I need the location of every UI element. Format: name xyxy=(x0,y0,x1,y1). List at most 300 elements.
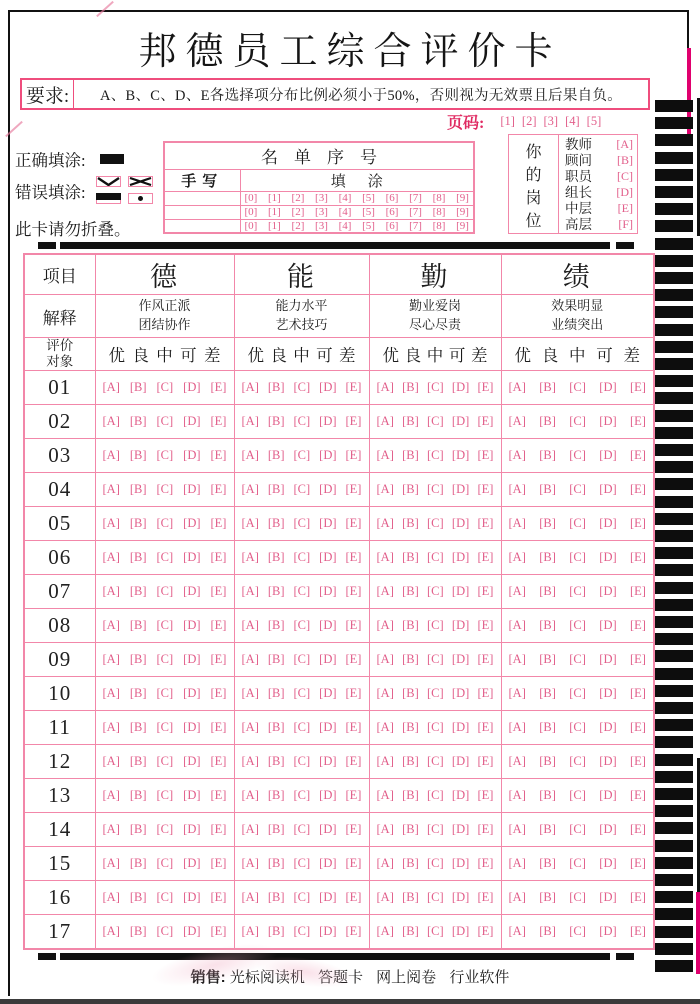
option-bubble[interactable]: [E] xyxy=(630,414,646,429)
option-bubble[interactable]: [B] xyxy=(129,924,147,939)
option-bubble[interactable]: [E] xyxy=(477,482,494,497)
option-bubble[interactable]: [C] xyxy=(293,754,311,769)
roster-digit-bubble[interactable]: [8] xyxy=(432,219,446,232)
option-bubble[interactable]: [C] xyxy=(293,822,311,837)
option-bubble[interactable]: [B] xyxy=(402,720,419,735)
option-bubble[interactable]: [E] xyxy=(345,414,362,429)
option-bubble[interactable]: [A] xyxy=(241,414,259,429)
page-number-bubble[interactable]: [4] xyxy=(565,113,580,128)
position-code-bubble[interactable]: [B] xyxy=(617,152,633,167)
option-bubble[interactable]: [D] xyxy=(183,686,201,701)
roster-digit-bubble[interactable]: [4] xyxy=(338,219,352,232)
option-bubble[interactable]: [A] xyxy=(376,686,394,701)
option-bubble[interactable]: [D] xyxy=(599,856,617,871)
option-bubble[interactable]: [C] xyxy=(156,754,174,769)
option-bubble[interactable]: [A] xyxy=(508,720,526,735)
option-bubble[interactable]: [A] xyxy=(102,686,120,701)
option-bubble[interactable]: [C] xyxy=(293,720,311,735)
option-bubble[interactable]: [A] xyxy=(376,380,394,395)
roster-digit-bubble[interactable]: [1] xyxy=(268,192,281,204)
option-bubble[interactable]: [B] xyxy=(129,482,147,497)
option-bubble[interactable]: [E] xyxy=(630,448,646,463)
option-bubble[interactable]: [A] xyxy=(241,822,259,837)
option-bubble[interactable]: [A] xyxy=(508,754,526,769)
option-bubble[interactable]: [B] xyxy=(267,550,285,565)
option-bubble[interactable]: [B] xyxy=(267,788,285,803)
roster-digit-bubble[interactable]: [0] xyxy=(244,219,258,232)
option-bubble[interactable]: [E] xyxy=(630,890,646,905)
option-bubble[interactable]: [A] xyxy=(241,584,259,599)
option-bubble[interactable]: [C] xyxy=(569,720,586,735)
option-bubble[interactable]: [C] xyxy=(569,822,586,837)
option-bubble[interactable]: [C] xyxy=(156,720,174,735)
option-bubble[interactable]: [D] xyxy=(319,890,337,905)
option-bubble[interactable]: [C] xyxy=(569,482,586,497)
option-bubble[interactable]: [B] xyxy=(267,924,285,939)
option-bubble[interactable]: [B] xyxy=(539,618,556,633)
option-bubble[interactable]: [D] xyxy=(599,584,617,599)
option-bubble[interactable]: [C] xyxy=(569,924,586,939)
option-bubble[interactable]: [B] xyxy=(402,380,419,395)
option-bubble[interactable]: [D] xyxy=(451,856,470,871)
option-bubble[interactable]: [C] xyxy=(293,686,311,701)
option-bubble[interactable]: [E] xyxy=(630,822,646,837)
option-bubble[interactable]: [D] xyxy=(183,788,201,803)
roster-digit-bubble[interactable]: [4] xyxy=(338,192,352,204)
option-bubble[interactable]: [C] xyxy=(427,414,444,429)
option-bubble[interactable]: [A] xyxy=(102,550,120,565)
option-bubble[interactable]: [E] xyxy=(210,686,227,701)
option-bubble[interactable]: [B] xyxy=(129,380,147,395)
option-bubble[interactable]: [B] xyxy=(539,924,556,939)
option-bubble[interactable]: [E] xyxy=(210,516,227,531)
option-bubble[interactable]: [D] xyxy=(319,924,337,939)
roster-digit-bubble[interactable]: [6] xyxy=(385,206,399,218)
option-bubble[interactable]: [C] xyxy=(427,584,444,599)
option-bubble[interactable]: [C] xyxy=(156,788,174,803)
option-bubble[interactable]: [E] xyxy=(345,550,362,565)
option-bubble[interactable]: [E] xyxy=(477,652,494,667)
position-code-bubble[interactable]: [A] xyxy=(616,136,633,151)
option-bubble[interactable]: [D] xyxy=(319,686,337,701)
option-bubble[interactable]: [D] xyxy=(183,516,201,531)
option-bubble[interactable]: [C] xyxy=(293,924,311,939)
option-bubble[interactable]: [B] xyxy=(539,822,556,837)
option-bubble[interactable]: [E] xyxy=(477,584,494,599)
option-bubble[interactable]: [D] xyxy=(451,788,470,803)
option-bubble[interactable]: [C] xyxy=(293,448,311,463)
option-bubble[interactable]: [C] xyxy=(293,550,311,565)
option-bubble[interactable]: [B] xyxy=(267,584,285,599)
option-bubble[interactable]: [A] xyxy=(376,856,394,871)
option-bubble[interactable]: [A] xyxy=(508,448,526,463)
roster-digit-bubble[interactable]: [9] xyxy=(456,206,469,218)
option-bubble[interactable]: [D] xyxy=(319,618,337,633)
option-bubble[interactable]: [C] xyxy=(427,822,444,837)
option-bubble[interactable]: [B] xyxy=(129,856,147,871)
option-bubble[interactable]: [C] xyxy=(156,924,174,939)
option-bubble[interactable]: [D] xyxy=(183,924,201,939)
option-bubble[interactable]: [B] xyxy=(539,584,556,599)
option-bubble[interactable]: [B] xyxy=(402,414,419,429)
option-bubble[interactable]: [A] xyxy=(376,618,394,633)
option-bubble[interactable]: [D] xyxy=(451,516,470,531)
option-bubble[interactable]: [E] xyxy=(210,822,227,837)
option-bubble[interactable]: [D] xyxy=(183,482,201,497)
option-bubble[interactable]: [E] xyxy=(210,754,227,769)
option-bubble[interactable]: [B] xyxy=(539,516,556,531)
option-bubble[interactable]: [A] xyxy=(241,516,259,531)
roster-digit-bubble[interactable]: [8] xyxy=(432,192,446,204)
option-bubble[interactable]: [E] xyxy=(477,890,494,905)
option-bubble[interactable]: [D] xyxy=(183,856,201,871)
option-bubble[interactable]: [C] xyxy=(569,652,586,667)
option-bubble[interactable]: [B] xyxy=(267,754,285,769)
option-bubble[interactable]: [C] xyxy=(293,618,311,633)
option-bubble[interactable]: [B] xyxy=(539,652,556,667)
roster-digit-bubble[interactable]: [3] xyxy=(315,219,328,232)
option-bubble[interactable]: [C] xyxy=(293,652,311,667)
option-bubble[interactable]: [D] xyxy=(451,584,470,599)
option-bubble[interactable]: [C] xyxy=(569,686,586,701)
option-bubble[interactable]: [D] xyxy=(599,448,617,463)
option-bubble[interactable]: [A] xyxy=(241,448,259,463)
option-bubble[interactable]: [D] xyxy=(183,618,201,633)
option-bubble[interactable]: [B] xyxy=(129,890,147,905)
option-bubble[interactable]: [B] xyxy=(539,890,556,905)
option-bubble[interactable]: [B] xyxy=(267,618,285,633)
option-bubble[interactable]: [D] xyxy=(451,618,470,633)
option-bubble[interactable]: [C] xyxy=(156,618,174,633)
option-bubble[interactable]: [E] xyxy=(477,788,494,803)
option-bubble[interactable]: [A] xyxy=(241,890,259,905)
option-bubble[interactable]: [B] xyxy=(267,822,285,837)
position-code-bubble[interactable]: [D] xyxy=(616,184,633,199)
option-bubble[interactable]: [D] xyxy=(183,720,201,735)
option-bubble[interactable]: [D] xyxy=(599,482,617,497)
option-bubble[interactable]: [C] xyxy=(293,516,311,531)
option-bubble[interactable]: [A] xyxy=(241,482,259,497)
option-bubble[interactable]: [A] xyxy=(376,890,394,905)
option-bubble[interactable]: [A] xyxy=(508,822,526,837)
option-bubble[interactable]: [B] xyxy=(267,448,285,463)
option-bubble[interactable]: [D] xyxy=(319,822,337,837)
option-bubble[interactable]: [D] xyxy=(319,788,337,803)
roster-digit-bubble[interactable]: [2] xyxy=(291,219,305,232)
option-bubble[interactable]: [C] xyxy=(156,822,174,837)
page-number-bubble[interactable]: [1] xyxy=(500,113,515,128)
roster-handwrite-cell[interactable] xyxy=(164,191,240,205)
option-bubble[interactable]: [B] xyxy=(267,516,285,531)
option-bubble[interactable]: [A] xyxy=(508,924,526,939)
option-bubble[interactable]: [C] xyxy=(569,550,586,565)
roster-handwrite-cell[interactable] xyxy=(164,219,240,233)
roster-digit-bubble[interactable]: [8] xyxy=(432,206,446,218)
roster-digit-bubble[interactable]: [1] xyxy=(268,206,281,218)
option-bubble[interactable]: [B] xyxy=(267,414,285,429)
page-number-bubble[interactable]: [5] xyxy=(586,113,602,128)
option-bubble[interactable]: [A] xyxy=(376,754,394,769)
roster-digit-bubble[interactable]: [3] xyxy=(315,192,328,204)
option-bubble[interactable]: [E] xyxy=(477,448,494,463)
option-bubble[interactable]: [A] xyxy=(376,720,394,735)
option-bubble[interactable]: [E] xyxy=(477,754,494,769)
option-bubble[interactable]: [E] xyxy=(477,822,494,837)
option-bubble[interactable]: [E] xyxy=(630,924,646,939)
option-bubble[interactable]: [D] xyxy=(599,890,617,905)
option-bubble[interactable]: [B] xyxy=(402,754,419,769)
option-bubble[interactable]: [A] xyxy=(102,516,120,531)
option-bubble[interactable]: [A] xyxy=(102,788,120,803)
option-bubble[interactable]: [A] xyxy=(376,822,394,837)
option-bubble[interactable]: [A] xyxy=(102,618,120,633)
option-bubble[interactable]: [D] xyxy=(319,754,337,769)
option-bubble[interactable]: [E] xyxy=(210,482,227,497)
option-bubble[interactable]: [A] xyxy=(508,618,526,633)
option-bubble[interactable]: [E] xyxy=(345,720,362,735)
option-bubble[interactable]: [E] xyxy=(210,618,227,633)
option-bubble[interactable]: [D] xyxy=(599,924,617,939)
option-bubble[interactable]: [D] xyxy=(451,652,470,667)
option-bubble[interactable]: [E] xyxy=(210,720,227,735)
option-bubble[interactable]: [D] xyxy=(451,380,470,395)
option-bubble[interactable]: [E] xyxy=(345,788,362,803)
option-bubble[interactable]: [A] xyxy=(376,788,394,803)
roster-digit-bubble[interactable]: [2] xyxy=(291,206,305,218)
option-bubble[interactable]: [B] xyxy=(539,686,556,701)
option-bubble[interactable]: [A] xyxy=(241,754,259,769)
option-bubble[interactable]: [B] xyxy=(129,720,147,735)
option-bubble[interactable]: [C] xyxy=(427,788,444,803)
option-bubble[interactable]: [D] xyxy=(451,890,470,905)
roster-digit-bubble[interactable]: [5] xyxy=(362,206,375,218)
option-bubble[interactable]: [A] xyxy=(376,584,394,599)
option-bubble[interactable]: [E] xyxy=(630,856,646,871)
option-bubble[interactable]: [B] xyxy=(402,448,419,463)
option-bubble[interactable]: [C] xyxy=(569,584,586,599)
option-bubble[interactable]: [A] xyxy=(508,788,526,803)
option-bubble[interactable]: [C] xyxy=(156,890,174,905)
roster-digit-bubble[interactable]: [7] xyxy=(409,219,422,232)
option-bubble[interactable]: [B] xyxy=(129,448,147,463)
option-bubble[interactable]: [B] xyxy=(129,686,147,701)
option-bubble[interactable]: [A] xyxy=(376,516,394,531)
option-bubble[interactable]: [B] xyxy=(129,618,147,633)
option-bubble[interactable]: [C] xyxy=(427,380,444,395)
option-bubble[interactable]: [E] xyxy=(210,652,227,667)
option-bubble[interactable]: [D] xyxy=(599,550,617,565)
option-bubble[interactable]: [D] xyxy=(183,550,201,565)
option-bubble[interactable]: [D] xyxy=(319,856,337,871)
option-bubble[interactable]: [A] xyxy=(102,380,120,395)
option-bubble[interactable]: [A] xyxy=(508,686,526,701)
option-bubble[interactable]: [B] xyxy=(539,788,556,803)
option-bubble[interactable]: [C] xyxy=(427,448,444,463)
option-bubble[interactable]: [B] xyxy=(539,380,556,395)
option-bubble[interactable]: [D] xyxy=(183,652,201,667)
option-bubble[interactable]: [D] xyxy=(183,822,201,837)
option-bubble[interactable]: [E] xyxy=(630,516,646,531)
option-bubble[interactable]: [E] xyxy=(345,584,362,599)
option-bubble[interactable]: [B] xyxy=(402,516,419,531)
option-bubble[interactable]: [C] xyxy=(569,380,586,395)
option-bubble[interactable]: [A] xyxy=(102,822,120,837)
option-bubble[interactable]: [C] xyxy=(569,754,586,769)
option-bubble[interactable]: [C] xyxy=(427,550,444,565)
option-bubble[interactable]: [C] xyxy=(156,686,174,701)
option-bubble[interactable]: [D] xyxy=(319,482,337,497)
option-bubble[interactable]: [A] xyxy=(376,652,394,667)
option-bubble[interactable]: [A] xyxy=(376,924,394,939)
option-bubble[interactable]: [D] xyxy=(599,822,617,837)
option-bubble[interactable]: [E] xyxy=(210,380,227,395)
option-bubble[interactable]: [E] xyxy=(210,550,227,565)
option-bubble[interactable]: [B] xyxy=(129,584,147,599)
option-bubble[interactable]: [A] xyxy=(376,550,394,565)
option-bubble[interactable]: [C] xyxy=(427,924,444,939)
option-bubble[interactable]: [A] xyxy=(241,856,259,871)
option-bubble[interactable]: [C] xyxy=(569,448,586,463)
option-bubble[interactable]: [D] xyxy=(599,652,617,667)
option-bubble[interactable]: [D] xyxy=(319,584,337,599)
option-bubble[interactable]: [C] xyxy=(427,890,444,905)
option-bubble[interactable]: [A] xyxy=(102,754,120,769)
option-bubble[interactable]: [E] xyxy=(477,516,494,531)
roster-digit-bubble[interactable]: [7] xyxy=(409,206,422,218)
option-bubble[interactable]: [B] xyxy=(267,380,285,395)
option-bubble[interactable]: [B] xyxy=(129,754,147,769)
option-bubble[interactable]: [D] xyxy=(319,448,337,463)
page-number-bubble[interactable]: [3] xyxy=(543,113,559,128)
option-bubble[interactable]: [D] xyxy=(599,754,617,769)
option-bubble[interactable]: [A] xyxy=(102,652,120,667)
roster-handwrite-cell[interactable] xyxy=(164,205,240,219)
roster-digit-bubble[interactable]: [6] xyxy=(385,219,399,232)
option-bubble[interactable]: [D] xyxy=(451,482,470,497)
option-bubble[interactable]: [C] xyxy=(427,856,444,871)
option-bubble[interactable]: [D] xyxy=(599,618,617,633)
option-bubble[interactable]: [D] xyxy=(451,686,470,701)
option-bubble[interactable]: [D] xyxy=(451,754,470,769)
option-bubble[interactable]: [C] xyxy=(427,754,444,769)
option-bubble[interactable]: [B] xyxy=(402,890,419,905)
option-bubble[interactable]: [B] xyxy=(129,788,147,803)
option-bubble[interactable]: [E] xyxy=(630,618,646,633)
option-bubble[interactable]: [A] xyxy=(376,414,394,429)
option-bubble[interactable]: [B] xyxy=(129,516,147,531)
option-bubble[interactable]: [E] xyxy=(345,516,362,531)
option-bubble[interactable]: [A] xyxy=(241,618,259,633)
option-bubble[interactable]: [C] xyxy=(156,652,174,667)
option-bubble[interactable]: [E] xyxy=(477,686,494,701)
option-bubble[interactable]: [E] xyxy=(630,788,646,803)
option-bubble[interactable]: [D] xyxy=(183,584,201,599)
option-bubble[interactable]: [C] xyxy=(156,414,174,429)
option-bubble[interactable]: [E] xyxy=(630,652,646,667)
option-bubble[interactable]: [E] xyxy=(477,380,494,395)
roster-digit-bubble[interactable]: [5] xyxy=(362,192,375,204)
option-bubble[interactable]: [C] xyxy=(156,584,174,599)
option-bubble[interactable]: [C] xyxy=(156,856,174,871)
option-bubble[interactable]: [A] xyxy=(508,516,526,531)
option-bubble[interactable]: [C] xyxy=(293,856,311,871)
option-bubble[interactable]: [C] xyxy=(569,788,586,803)
option-bubble[interactable]: [D] xyxy=(183,754,201,769)
option-bubble[interactable]: [B] xyxy=(402,924,419,939)
option-bubble[interactable]: [B] xyxy=(267,856,285,871)
option-bubble[interactable]: [A] xyxy=(376,448,394,463)
option-bubble[interactable]: [A] xyxy=(241,380,259,395)
option-bubble[interactable]: [D] xyxy=(183,414,201,429)
option-bubble[interactable]: [E] xyxy=(477,550,494,565)
option-bubble[interactable]: [E] xyxy=(210,890,227,905)
option-bubble[interactable]: [B] xyxy=(267,652,285,667)
roster-digit-bubble[interactable]: [5] xyxy=(362,219,375,232)
option-bubble[interactable]: [A] xyxy=(102,414,120,429)
option-bubble[interactable]: [D] xyxy=(183,890,201,905)
option-bubble[interactable]: [D] xyxy=(319,720,337,735)
option-bubble[interactable]: [E] xyxy=(630,754,646,769)
option-bubble[interactable]: [B] xyxy=(539,482,556,497)
option-bubble[interactable]: [C] xyxy=(569,618,586,633)
option-bubble[interactable]: [B] xyxy=(402,686,419,701)
option-bubble[interactable]: [C] xyxy=(427,720,444,735)
option-bubble[interactable]: [D] xyxy=(319,380,337,395)
option-bubble[interactable]: [D] xyxy=(599,720,617,735)
option-bubble[interactable]: [C] xyxy=(156,516,174,531)
option-bubble[interactable]: [A] xyxy=(241,924,259,939)
option-bubble[interactable]: [D] xyxy=(599,788,617,803)
option-bubble[interactable]: [A] xyxy=(102,720,120,735)
option-bubble[interactable]: [E] xyxy=(630,686,646,701)
option-bubble[interactable]: [D] xyxy=(451,822,470,837)
option-bubble[interactable]: [E] xyxy=(345,686,362,701)
option-bubble[interactable]: [B] xyxy=(402,822,419,837)
option-bubble[interactable]: [D] xyxy=(319,550,337,565)
option-bubble[interactable]: [E] xyxy=(630,720,646,735)
roster-digit-bubble[interactable]: [9] xyxy=(456,192,469,204)
option-bubble[interactable]: [A] xyxy=(102,856,120,871)
option-bubble[interactable]: [D] xyxy=(451,924,470,939)
option-bubble[interactable]: [D] xyxy=(183,448,201,463)
option-bubble[interactable]: [D] xyxy=(451,414,470,429)
option-bubble[interactable]: [E] xyxy=(477,924,494,939)
option-bubble[interactable]: [B] xyxy=(402,584,419,599)
option-bubble[interactable]: [E] xyxy=(477,720,494,735)
option-bubble[interactable]: [C] xyxy=(156,380,174,395)
roster-digit-bubble[interactable]: [0] xyxy=(244,192,258,204)
roster-digit-bubble[interactable]: [2] xyxy=(291,192,305,204)
option-bubble[interactable]: [C] xyxy=(569,890,586,905)
option-bubble[interactable]: [B] xyxy=(267,482,285,497)
option-bubble[interactable]: [B] xyxy=(539,856,556,871)
option-bubble[interactable]: [E] xyxy=(210,584,227,599)
option-bubble[interactable]: [C] xyxy=(427,686,444,701)
option-bubble[interactable]: [A] xyxy=(102,448,120,463)
option-bubble[interactable]: [E] xyxy=(345,856,362,871)
option-bubble[interactable]: [E] xyxy=(210,856,227,871)
option-bubble[interactable]: [D] xyxy=(451,448,470,463)
option-bubble[interactable]: [B] xyxy=(402,550,419,565)
roster-digit-bubble[interactable]: [4] xyxy=(338,206,352,218)
option-bubble[interactable]: [B] xyxy=(539,550,556,565)
option-bubble[interactable]: [C] xyxy=(427,652,444,667)
option-bubble[interactable]: [B] xyxy=(129,822,147,837)
option-bubble[interactable]: [B] xyxy=(267,686,285,701)
option-bubble[interactable]: [B] xyxy=(539,414,556,429)
option-bubble[interactable]: [C] xyxy=(156,448,174,463)
position-code-bubble[interactable]: [C] xyxy=(617,168,633,183)
